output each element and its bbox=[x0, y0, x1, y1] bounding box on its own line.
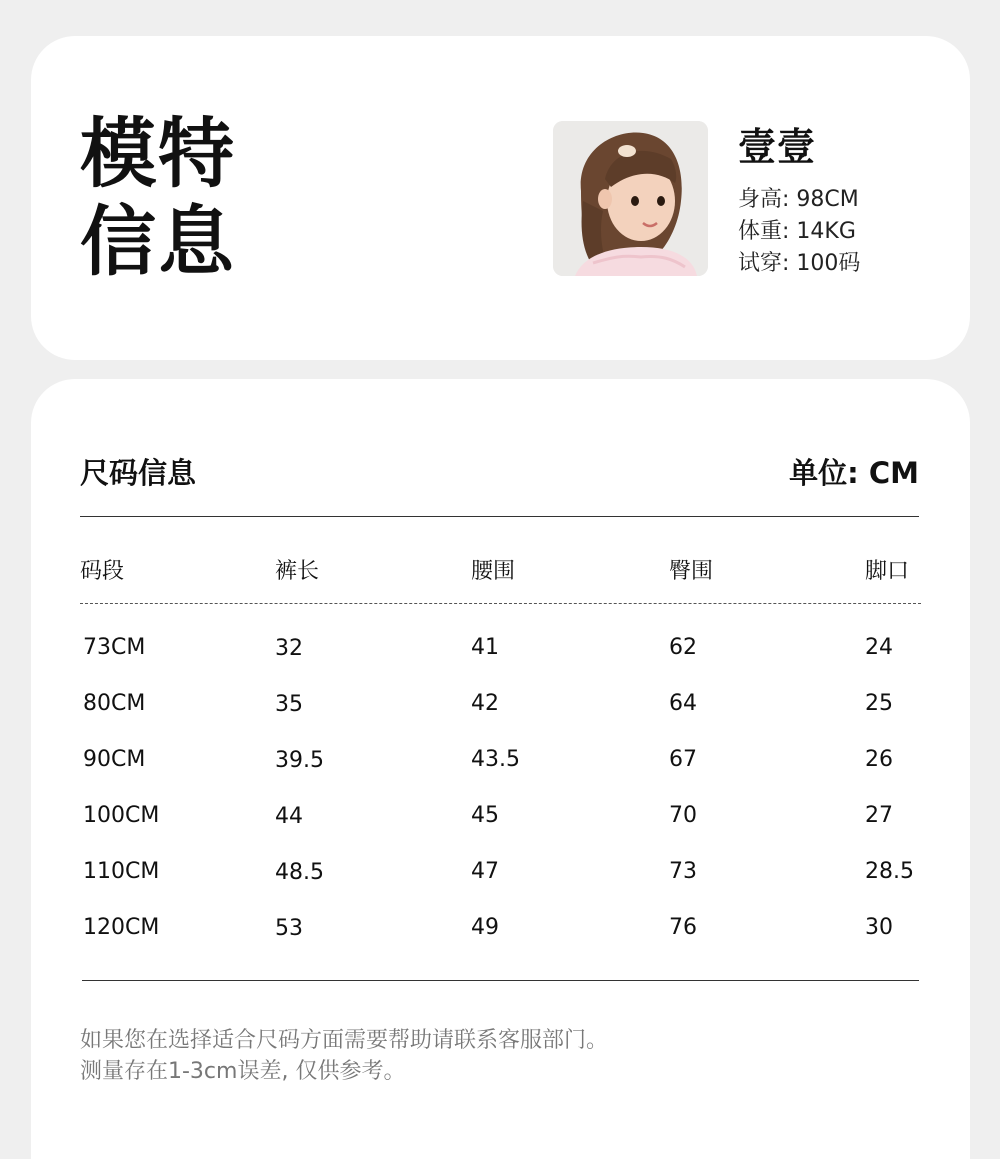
table-header-length: 裤长 bbox=[275, 559, 320, 584]
table-cell-hem: 30 bbox=[865, 915, 893, 940]
divider-top bbox=[80, 516, 919, 517]
table-cell-waist: 49 bbox=[471, 915, 499, 940]
table-cell-waist: 47 bbox=[471, 859, 499, 884]
table-cell-length: 44 bbox=[275, 804, 303, 829]
size-info-title: 尺码信息 bbox=[80, 456, 197, 490]
table-cell-hem: 28.5 bbox=[865, 859, 914, 884]
table-cell-hip: 73 bbox=[669, 859, 697, 884]
model-info-card bbox=[31, 36, 970, 360]
table-cell-waist: 43.5 bbox=[471, 747, 520, 772]
table-cell-length: 32 bbox=[275, 636, 303, 661]
table-cell-hip: 64 bbox=[669, 691, 697, 716]
table-cell-hip: 76 bbox=[669, 915, 697, 940]
table-header-waist: 腰围 bbox=[471, 559, 516, 584]
table-cell-length: 35 bbox=[275, 692, 303, 717]
model-photo bbox=[553, 121, 708, 276]
unit-label: 单位: CM bbox=[789, 456, 919, 490]
model-info-title-line2: 信息 bbox=[80, 197, 236, 286]
table-cell-waist: 45 bbox=[471, 803, 499, 828]
table-cell-size: 73CM bbox=[83, 635, 146, 660]
table-cell-size: 110CM bbox=[83, 859, 160, 884]
table-cell-size: 120CM bbox=[83, 915, 160, 940]
model-name: 壹壹 bbox=[738, 125, 817, 169]
model-stat-height-label: 身高 : bbox=[738, 187, 796, 212]
table-cell-length: 53 bbox=[275, 916, 303, 941]
table-cell-hem: 24 bbox=[865, 635, 893, 660]
model-stat-trial-size-label: 试穿 : bbox=[738, 251, 796, 276]
model-stats bbox=[738, 184, 860, 280]
table-cell-size: 90CM bbox=[83, 747, 146, 772]
size-notes bbox=[80, 1025, 608, 1087]
table-cell-size: 100CM bbox=[83, 803, 160, 828]
table-header-hip: 臀围 bbox=[669, 559, 714, 584]
size-info-card bbox=[31, 379, 970, 1159]
divider-bottom bbox=[82, 980, 919, 981]
table-cell-hip: 70 bbox=[669, 803, 697, 828]
table-header-size-range: 码段 bbox=[80, 559, 125, 584]
divider-dashed bbox=[80, 603, 921, 604]
table-header-hem: 脚口 bbox=[865, 559, 910, 584]
table-cell-hip: 62 bbox=[669, 635, 697, 660]
table-cell-waist: 41 bbox=[471, 635, 499, 660]
table-cell-hem: 27 bbox=[865, 803, 893, 828]
model-info-title-line1: 模特 bbox=[80, 109, 236, 198]
model-stat-height-value: 98CM bbox=[796, 187, 859, 212]
model-stat-weight-value: 14KG bbox=[796, 219, 856, 244]
table-cell-waist: 42 bbox=[471, 691, 499, 716]
table-cell-hem: 25 bbox=[865, 691, 893, 716]
model-stat-weight bbox=[738, 216, 860, 248]
note-error-margin: 测量存在1-3cm误差, 仅供参考。 bbox=[80, 1059, 406, 1084]
model-stat-trial-size-value: 100码 bbox=[796, 251, 861, 276]
table-cell-hem: 26 bbox=[865, 747, 893, 772]
table-cell-hip: 67 bbox=[669, 747, 697, 772]
model-stat-height bbox=[738, 184, 860, 216]
table-cell-length: 48.5 bbox=[275, 860, 324, 885]
table-cell-size: 80CM bbox=[83, 691, 146, 716]
model-stat-weight-label: 体重 : bbox=[738, 219, 796, 244]
note-help: 如果您在选择适合尺码方面需要帮助请联系客服部门。 bbox=[80, 1028, 609, 1053]
table-cell-length: 39.5 bbox=[275, 748, 324, 773]
model-info-title bbox=[80, 110, 236, 286]
model-stat-trial-size bbox=[738, 248, 860, 280]
